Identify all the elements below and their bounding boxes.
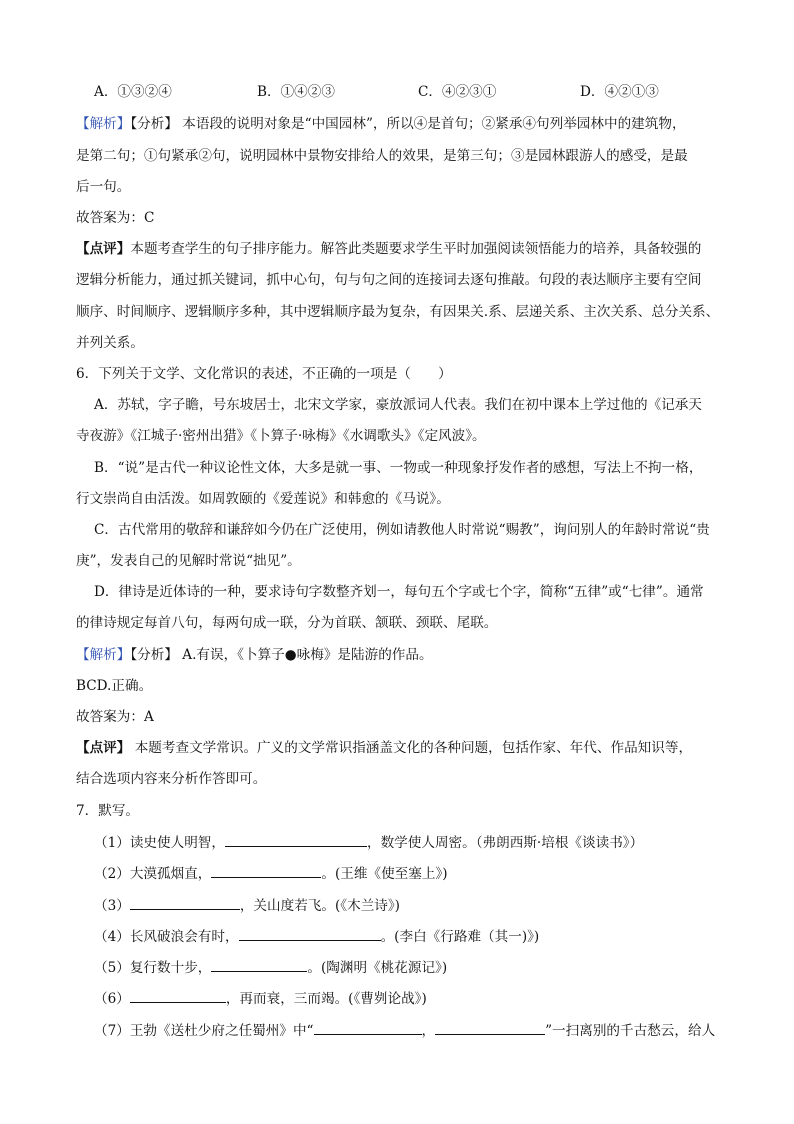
- q5-analysis-line3: 后一句。: [76, 179, 131, 195]
- item-text: 大漠孤烟直，: [129, 866, 212, 882]
- item-number: （4）: [94, 929, 130, 945]
- comment-tag: 【点评】: [76, 241, 131, 257]
- q5-comment-line1: [76, 239, 701, 259]
- q7-item-2: [94, 863, 448, 884]
- q5-comment-text: 本题考查学生的句子排序能力。解答此类题要求学生平时加强阅读领悟能力的培养，具备较强的: [130, 241, 702, 257]
- answer-blank[interactable]: [314, 1020, 422, 1035]
- q6-comment-line2: 结合选项内容来分析作答即可。: [76, 771, 267, 787]
- q7-stem: 7．默写。: [76, 803, 140, 819]
- analysis-tag: 【解析】: [76, 647, 131, 663]
- q6-stem: 6．下列关于文学、文化常识的表述，不正确的一项是（ ）: [76, 366, 452, 382]
- q5-answer: 故答案为：C: [76, 210, 155, 226]
- item-number: （2）: [94, 866, 130, 882]
- item-text: ，关山度若飞。(《木兰诗》): [239, 898, 400, 914]
- answer-blank[interactable]: [225, 832, 367, 847]
- analysis-subtag: 【分析】: [130, 647, 178, 663]
- analysis-tag: 【解析】: [76, 116, 131, 132]
- item-text: 复行数十步，: [129, 960, 212, 976]
- q5-analysis-line2: 是第二句；①句紧承②句，说明园林中景物安排给人的效果，是第三句；③是园林跟游人的感受，是最: [76, 148, 688, 164]
- answer-blank[interactable]: [130, 895, 240, 910]
- q7-item-1: [94, 832, 643, 853]
- q6-option-a-line1: A．苏轼，字子瞻，号东坡居士，北宋文学家，豪放派词人代表。我们在初中课本上学过他的《记承天: [94, 397, 702, 413]
- q6-comment-line1: [76, 738, 692, 758]
- q6-comment-text: 本题考查文学常识。广义的文学常识指涵盖文化的各种问题，包括作家、年代、作品知识等，: [130, 740, 693, 756]
- q5-option-d: D．④②①③: [580, 84, 659, 100]
- q6-option-c-line2: 庚”，发表自己的见解时常说“拙见”。: [76, 553, 301, 569]
- q7-item-7: [94, 1020, 715, 1041]
- item-number: （7）: [94, 1023, 130, 1039]
- q5-option-b: B．①④②③: [257, 84, 335, 100]
- item-number: （3）: [94, 898, 130, 914]
- q5-analysis-text: 本语段的说明对象是“中国园林”，所以④是首句；②紧承④句列举园林中的建筑物，: [177, 116, 686, 132]
- comment-tag: 【点评】: [76, 740, 131, 756]
- q6-option-b-line2: 行文崇尚自由活泼。如周敦颐的《爱莲说》和韩愈的《马说》。: [76, 491, 450, 507]
- q6-analysis-text: A.有误，《卜算子●咏梅》是陆游的作品。: [177, 647, 433, 663]
- q7-item-4: [94, 926, 539, 947]
- item-text: 读史使人明智，: [129, 835, 225, 851]
- q6-option-b-line1: B．“说”是古代一种议论性文体，大多是就一事、一物或一种现象抒发作者的感想，写法上不拘一格，: [94, 460, 703, 476]
- item-text: 王勃《送杜少府之任蜀州》中“: [129, 1023, 314, 1039]
- item-text: 长风破浪会有时，: [129, 929, 239, 945]
- item-number: （6）: [94, 991, 130, 1007]
- answer-blank[interactable]: [211, 957, 307, 972]
- q6-answer: 故答案为：A: [76, 709, 154, 725]
- answer-blank[interactable]: [130, 988, 226, 1003]
- item-text: ，: [421, 1023, 436, 1039]
- item-number: （1）: [94, 835, 130, 851]
- q7-item-6: [94, 988, 427, 1009]
- q5-option-c: C．④②③①: [418, 84, 497, 100]
- item-text: 。(陶渊明《桃花源记》): [307, 960, 448, 976]
- q6-option-d-line2: 的律诗规定每首八句，每两句成一联，分为首联、颔联、颈联、尾联。: [76, 615, 498, 631]
- q6-option-a-line2: 寺夜游》《江城子·密州出猎》《卜算子·咏梅》《水调歌头》《定风波》。: [76, 428, 486, 444]
- analysis-subtag: 【分析】: [130, 116, 178, 132]
- item-text: ，再而衰，三而竭。(《曹刿论战》): [225, 991, 427, 1007]
- q7-item-3: [94, 895, 400, 916]
- q7-item-5: [94, 957, 447, 978]
- q5-analysis-line1: [76, 114, 686, 134]
- answer-blank[interactable]: [435, 1020, 545, 1035]
- q5-comment-line3: 顺序、时间顺序、逻辑顺序多种，其中逻辑顺序最为复杂，有因果关.系、层递关系、主次关系、总分关系、: [76, 304, 720, 320]
- item-text: ”一扫离别的千古愁云，给人: [545, 1023, 716, 1039]
- item-text: 。(王维《使至塞上》): [321, 866, 448, 882]
- q6-analysis-line1: [76, 645, 433, 665]
- q5-option-a: A．①③②④: [94, 84, 172, 100]
- item-text: ，数学使人周密。（弗朗西斯·培根《谈读书》）: [367, 835, 644, 851]
- q6-analysis-line2: BCD.正确。: [76, 678, 153, 694]
- q5-comment-line2: 逻辑分析能力，通过抓关键词，抓中心句，句与句之间的连接词去逐句推敲。句段的表达顺序主要有空间: [76, 272, 702, 288]
- q6-option-d-line1: D．律诗是近体诗的一种，要求诗句字数整齐划一，每句五个字或七个字，简称“五律”或“七律”。通常: [94, 584, 704, 600]
- q5-comment-line4: 并列关系。: [76, 335, 144, 351]
- q6-option-c-line1: C．古代常用的敬辞和谦辞如今仍在广泛使用，例如请教他人时常说“赐教”，询问别人的年龄时常说“贵: [94, 522, 710, 538]
- item-text: 。(李白《行路难（其一)》): [380, 929, 540, 945]
- item-number: （5）: [94, 960, 130, 976]
- answer-blank[interactable]: [211, 863, 321, 878]
- q5-options: [0, 82, 794, 102]
- answer-blank[interactable]: [239, 926, 381, 941]
